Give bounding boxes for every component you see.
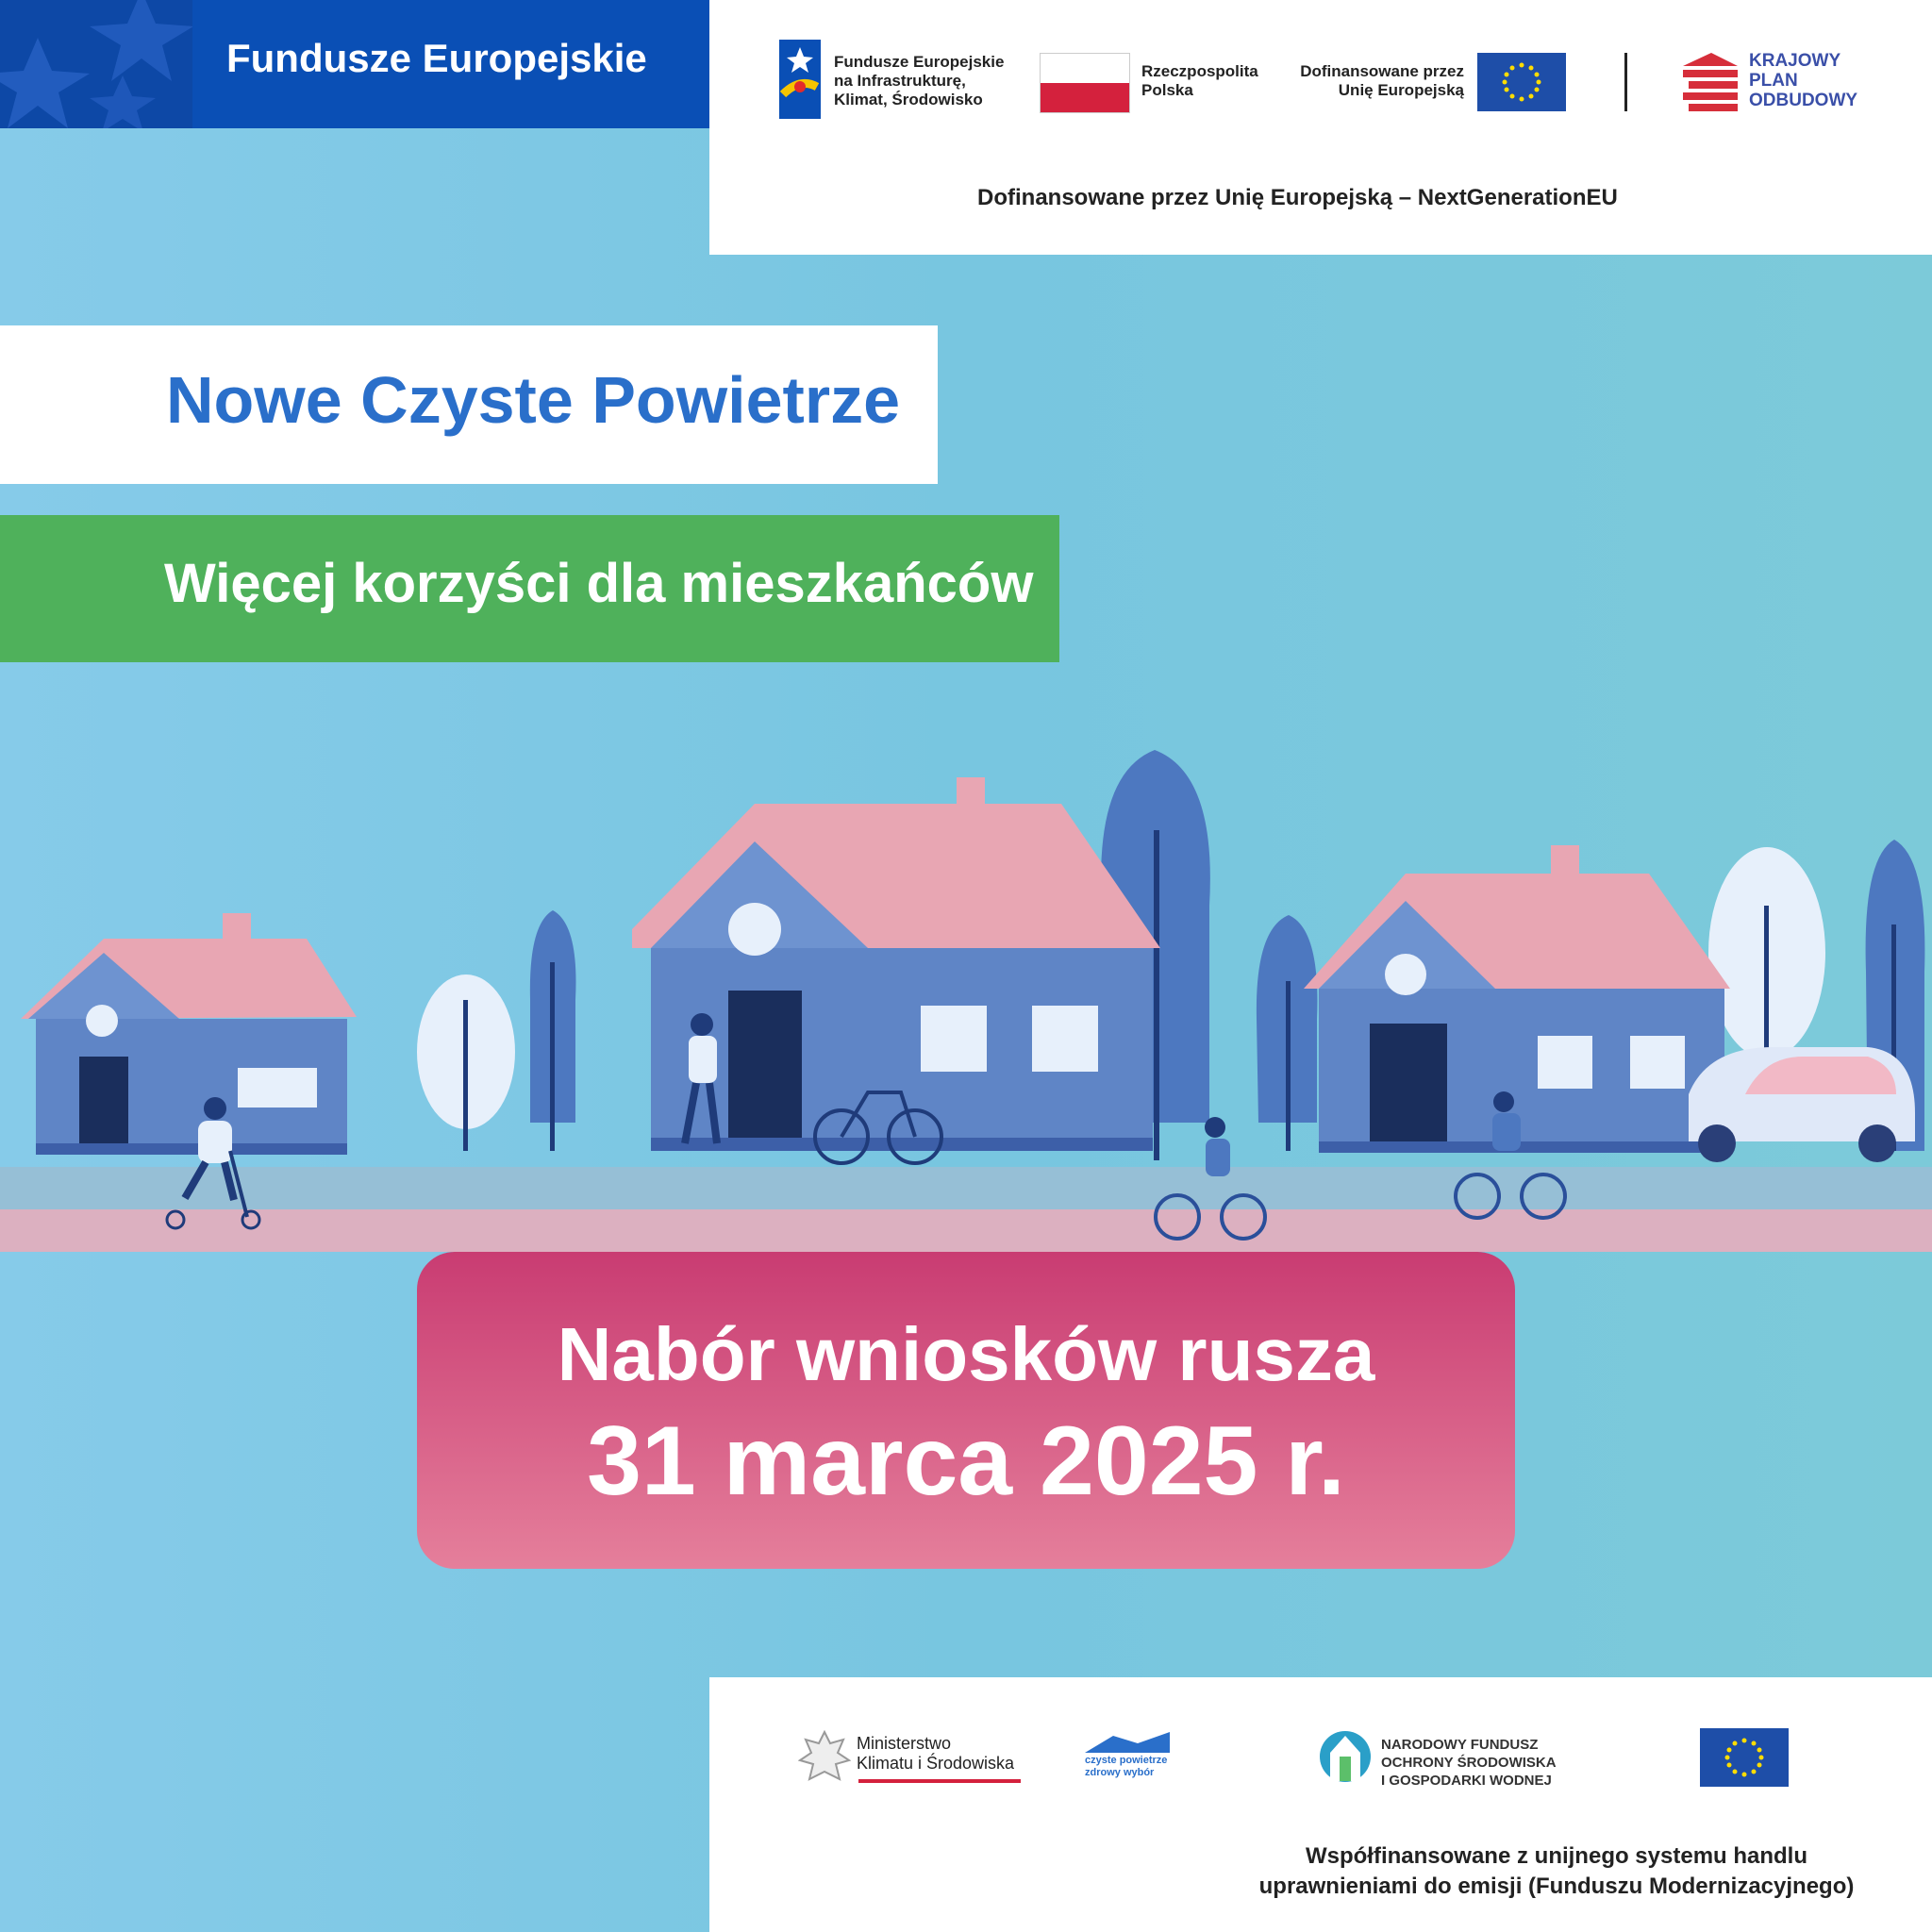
poland-line-1: Rzeczpospolita xyxy=(1141,62,1258,80)
czyste-line-1: czyste powietrze xyxy=(1085,1755,1168,1766)
feniks-line-2: na Infrastrukturę, xyxy=(834,72,966,90)
eu-flag-icon xyxy=(1477,53,1566,116)
eu-stars-graphic xyxy=(0,0,192,128)
ministry-line-2: Klimatu i Środowiska xyxy=(857,1754,1015,1773)
feniks-logo-text xyxy=(834,53,1004,109)
ministry-underline xyxy=(858,1779,1021,1783)
poland-line-2: Polska xyxy=(1141,81,1193,99)
poland-logo-text xyxy=(1141,62,1258,100)
eu-flag-icon xyxy=(1700,1728,1789,1791)
kpo-line-3: ODBUDOWY xyxy=(1749,91,1858,110)
tree-icon xyxy=(1257,915,1318,1151)
announcement-date: 31 marca 2025 r. xyxy=(587,1407,1345,1516)
house-medium-right xyxy=(1304,845,1730,1153)
nextgeneration-note: Dofinansowane przez Unię Europejską – NextGenerationEU xyxy=(977,185,1618,210)
kpo-line-1: KRAJOWY xyxy=(1749,51,1841,71)
czyste-powietrze-icon xyxy=(1085,1732,1170,1757)
eu-cofunded-text xyxy=(1296,62,1464,100)
logo-divider xyxy=(1624,53,1627,111)
page-subtitle: Więcej korzyści dla mieszkańców xyxy=(164,553,1034,614)
cofinance-note xyxy=(1226,1841,1887,1902)
page-title: Nowe Czyste Powietrze xyxy=(166,363,900,437)
nfosigw-line-1: NARODOWY FUNDUSZ xyxy=(1381,1737,1539,1753)
kpo-line-2: PLAN xyxy=(1749,71,1798,91)
partner-logos-panel xyxy=(709,0,1932,255)
announcement-heading: Nabór wniosków rusza xyxy=(557,1312,1375,1396)
nfosigw-logo-icon xyxy=(1319,1728,1372,1790)
feniks-line-3: Klimat, Środowisko xyxy=(834,91,983,108)
tree-icon xyxy=(530,910,576,1151)
nfosigw-logo-text xyxy=(1381,1736,1557,1790)
electric-car-icon xyxy=(1689,1047,1915,1162)
feniks-logo xyxy=(779,40,821,124)
tree-icon xyxy=(417,974,515,1151)
ministry-line-1: Ministerstwo xyxy=(857,1734,952,1753)
poland-flag-icon xyxy=(1040,53,1130,113)
czyste-line-2: zdrowy wybór xyxy=(1085,1767,1155,1778)
ministry-logo-text xyxy=(857,1734,1014,1774)
cofinance-line-1: Współfinansowane z unijnego systemu handlu xyxy=(1305,1843,1808,1869)
nfosigw-line-3: I GOSPODARKI WODNEJ xyxy=(1381,1773,1552,1789)
nfosigw-line-2: OCHRONY ŚRODOWISKA xyxy=(1381,1755,1557,1771)
czyste-powietrze-logo-text xyxy=(1085,1755,1167,1779)
feniks-line-1: Fundusze Europejskie xyxy=(834,53,1005,71)
neighborhood-illustration xyxy=(0,736,1932,1269)
cofinance-line-2: uprawnieniami do emisji (Funduszu Modernizacyjnego) xyxy=(1258,1874,1855,1899)
brand-title: Fundusze Europejskie xyxy=(226,36,647,80)
kpo-logo-text xyxy=(1749,51,1857,110)
house-small-left xyxy=(21,913,357,1155)
eu-line-2: Unię Europejską xyxy=(1338,81,1464,99)
eu-line-1: Dofinansowane przez xyxy=(1300,62,1464,80)
polish-eagle-icon xyxy=(798,1726,851,1793)
kpo-logo-icon xyxy=(1683,53,1738,116)
